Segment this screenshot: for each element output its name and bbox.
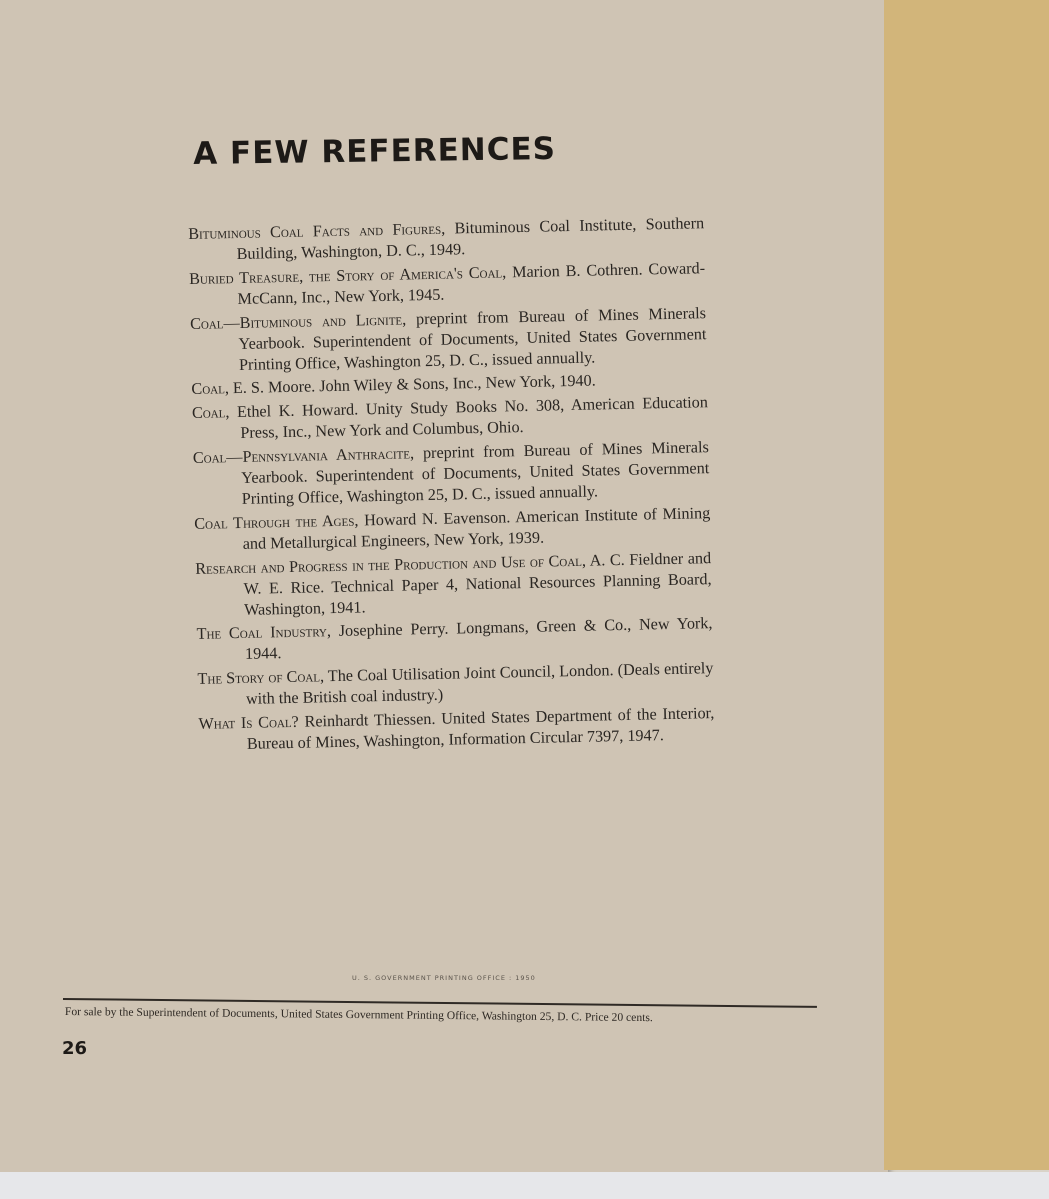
reference-details: Marion B. Cothren. Coward-McCann, Inc., New York, 1945. bbox=[237, 258, 706, 308]
reference-details: Josephine Perry. Longmans, Green & Co., New York, 1944. bbox=[244, 614, 713, 664]
reference-entry: Coal—Bituminous and Lignite, preprint from Bureau of Mines Minerals Yearbook. Superintendent of Documents, United States Government Printing Office, Washington 25, D. C., issued annually. bbox=[189, 303, 707, 374]
reference-title: Coal bbox=[191, 403, 226, 423]
reference-title: The Story of Coal bbox=[197, 667, 321, 689]
reference-details: Ethel K. Howard. Unity Study Books No. 308, American Education Press, Inc., New York and Columbus, Ohio. bbox=[236, 393, 709, 443]
reference-list bbox=[188, 213, 715, 758]
reference-entry: Coal, Ethel K. Howard. Unity Study Books No. 308, American Education Press, Inc., New York and Columbus, Ohio. bbox=[191, 393, 709, 443]
printing-office-imprint: U. S. GOVERNMENT PRINTING OFFICE : 1950 bbox=[352, 974, 536, 982]
reference-title: Bituminous Coal Facts and Figures bbox=[188, 219, 442, 243]
reference-details: A. C. Fieldner and W. E. Rice. Technical Paper 4, National Resources Planning Board, Washington, 1941. bbox=[243, 548, 712, 619]
reference-title: What Is Coal? bbox=[198, 712, 299, 733]
reference-title: Coal—Pennsylvania Anthracite bbox=[192, 444, 411, 467]
reference-title: Buried Treasure, the Story of America's Coal bbox=[188, 263, 503, 288]
reference-details: Howard N. Eavenson. American Institute of Mining and Metallurgical Engineers, New York, 1939. bbox=[242, 503, 711, 553]
adjacent-page-edge bbox=[884, 0, 1049, 1170]
reference-entry bbox=[198, 703, 715, 756]
page-number: 26 bbox=[62, 1038, 88, 1059]
reference-title: Coal—Bituminous and Lignite bbox=[189, 310, 403, 333]
reference-title: Coal Through the Ages bbox=[194, 511, 355, 533]
reference-title: Research and Progress in the Production and Use of Coal bbox=[195, 551, 583, 578]
reference-details: preprint from Bureau of Mines Minerals Yearbook. Superintendent of Documents, United States Government Printing Office, Washington 25, D. C., issued annually. bbox=[241, 438, 710, 508]
reference-entry: The Coal Industry, Josephine Perry. Longmans, Green & Co., New York, 1944. bbox=[196, 614, 713, 664]
reference-details: Reinhardt Thiessen. United States Department of the Interior, Bureau of Mines, Washington, Information Circular 7397, 1947. bbox=[246, 704, 715, 753]
reference-details: Bituminous Coal Institute, Southern Building, Washington, D. C., 1949. bbox=[236, 214, 705, 263]
reference-entry: Coal Through the Ages, Howard N. Eavenson. American Institute of Mining and Metallurgical Engineers, New York, 1939. bbox=[194, 503, 711, 553]
background-surface bbox=[0, 1172, 1049, 1199]
reference-entry: Bituminous Coal Facts and Figures, Bituminous Coal Institute, Southern Building, Washington, D. C., 1949. bbox=[188, 214, 705, 263]
reference-entry: Buried Treasure, the Story of America's Coal, Marion B. Cothren. Coward-McCann, Inc., New York, 1945. bbox=[188, 258, 706, 308]
reference-entry: Research and Progress in the Production and Use of Coal, A. C. Fieldner and W. E. Rice. Technical Paper 4, National Resources Planning Board, Washington, 1941. bbox=[195, 548, 712, 619]
reference-details: preprint from Bureau of Mines Minerals Yearbook. Superintendent of Documents, United States Government Printing Office, Washington 25, D. C., issued annually. bbox=[238, 303, 707, 374]
reference-title: Coal bbox=[191, 379, 226, 399]
sale-notice: For sale by the Superintendent of Documents, United States Government Printing Office, Washington 25, D. C. Price 20 cents. bbox=[64, 1005, 653, 1025]
reference-entry: Coal—Pennsylvania Anthracite, preprint from Bureau of Mines Minerals Yearbook. Superintendent of Documents, United States Government Printing Office, Washington 25, D. C., issued annually. bbox=[192, 438, 710, 508]
reference-details: E. S. Moore. John Wiley & Sons, Inc., New York, 1940. bbox=[232, 371, 596, 398]
reference-entry: The Story of Coal, The Coal Utilisation Joint Council, London. (Deals entirely with the British coal industry.) bbox=[197, 659, 714, 709]
page-title: A FEW REFERENCES bbox=[193, 130, 557, 172]
reference-details: The Coal Utilisation Joint Council, London. (Deals entirely with the British coal industry.) bbox=[245, 659, 714, 709]
reference-title: The Coal Industry bbox=[196, 622, 328, 644]
reference-entry: Coal, E. S. Moore. John Wiley & Sons, Inc., New York, 1940. bbox=[191, 371, 596, 399]
